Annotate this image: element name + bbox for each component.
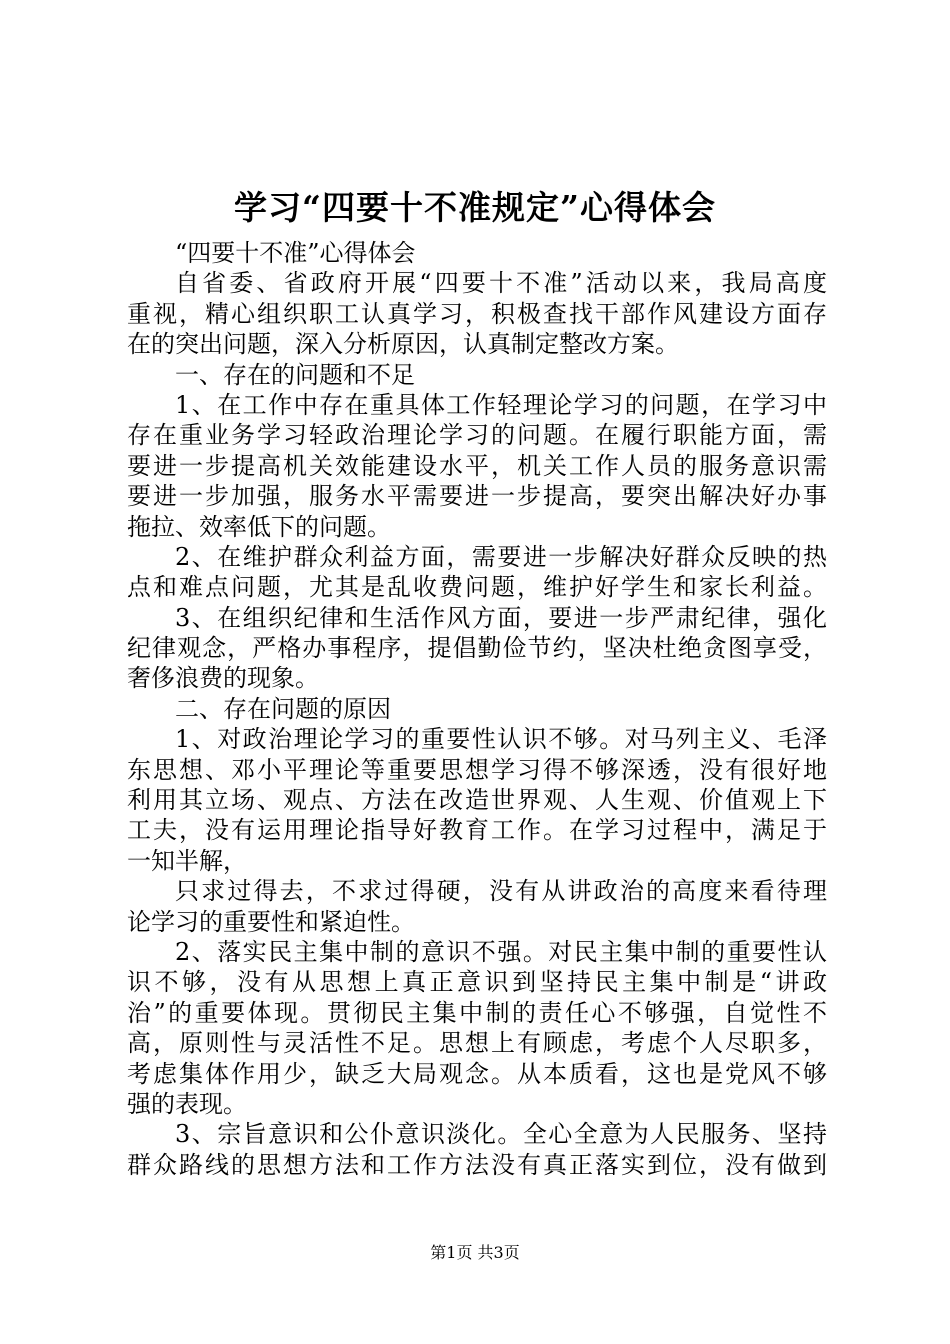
text-line: 识不够，没有从思想上真正意识到坚持民主集中制是“讲政 — [127, 968, 827, 997]
text-line: 群众路线的思想方法和工作方法没有真正落实到位，没有做到 — [127, 1150, 827, 1179]
text-line: 一、存在的问题和不足 — [175, 360, 415, 389]
text-line: 1、在工作中存在重具体工作轻理论学习的问题，在学习中 — [175, 390, 827, 419]
text-line: 论学习的重要性和紧迫性。 — [127, 907, 415, 936]
text-line: 重视，精心组织职工认真学习，积极查找干部作风建设方面存 — [127, 299, 827, 328]
text-line: 自省委、省政府开展“四要十不准”活动以来，我局高度 — [175, 269, 827, 298]
text-line: 2、落实民主集中制的意识不强。对民主集中制的重要性认 — [175, 937, 827, 966]
text-line: 3、在组织纪律和生活作风方面，要进一步严肃纪律，强化 — [175, 603, 827, 632]
text-line: 奢侈浪费的现象。 — [127, 664, 319, 693]
text-line: 存在重业务学习轻政治理论学习的问题。在履行职能方面，需 — [127, 421, 827, 450]
text-line: 只求过得去，不求过得硬，没有从讲政治的高度来看待理 — [175, 877, 827, 906]
text-line: 利用其立场、观点、方法在改造世界观、人生观、价值观上下 — [127, 786, 827, 815]
text-line: 在的突出问题，深入分析原因，认真制定整改方案。 — [127, 330, 679, 359]
text-line: 拖拉、效率低下的问题。 — [127, 512, 391, 541]
text-line: 纪律观念，严格办事程序，提倡勤俭节约，坚决杜绝贪图享受， — [127, 634, 827, 663]
text-line: 点和难点问题，尤其是乱收费问题，维护好学生和家长利益。 — [127, 573, 827, 602]
text-line: 2、在维护群众利益方面，需要进一步解决好群众反映的热 — [175, 542, 827, 571]
document-body — [127, 238, 827, 1180]
text-line: 高，原则性与灵活性不足。思想上有顾虑，考虑个人尽职多， — [127, 1029, 827, 1058]
text-line: 3、宗旨意识和公仆意识淡化。全心全意为人民服务、坚持 — [175, 1120, 827, 1149]
text-line: 治”的重要体现。贯彻民主集中制的责任心不够强，自觉性不 — [127, 998, 827, 1027]
text-line: “四要十不准”心得体会 — [175, 239, 416, 267]
document-title: 学习“四要十不准规定”心得体会 — [234, 188, 716, 227]
text-line: 二、存在问题的原因 — [175, 694, 391, 723]
text-line: 要进一步加强，服务水平需要进一步提高，要突出解决好办事 — [127, 482, 827, 511]
text-line: 1、对政治理论学习的重要性认识不够。对马列主义、毛泽 — [175, 725, 827, 754]
text-line: 强的表现。 — [127, 1089, 247, 1118]
text-line: 东思想、邓小平理论等重要思想学习得不够深透，没有很好地 — [127, 755, 827, 784]
text-line: 考虑集体作用少，缺乏大局观念。从本质看，这也是党风不够 — [127, 1059, 827, 1088]
page-footer: 第1页 共3页 — [430, 1243, 520, 1262]
text-line: 工夫，没有运用理论指导好教育工作。在学习过程中，满足于 — [127, 816, 827, 845]
text-line: 要进一步提高机关效能建设水平，机关工作人员的服务意识需 — [127, 451, 827, 480]
text-line: 一知半解， — [127, 846, 247, 875]
